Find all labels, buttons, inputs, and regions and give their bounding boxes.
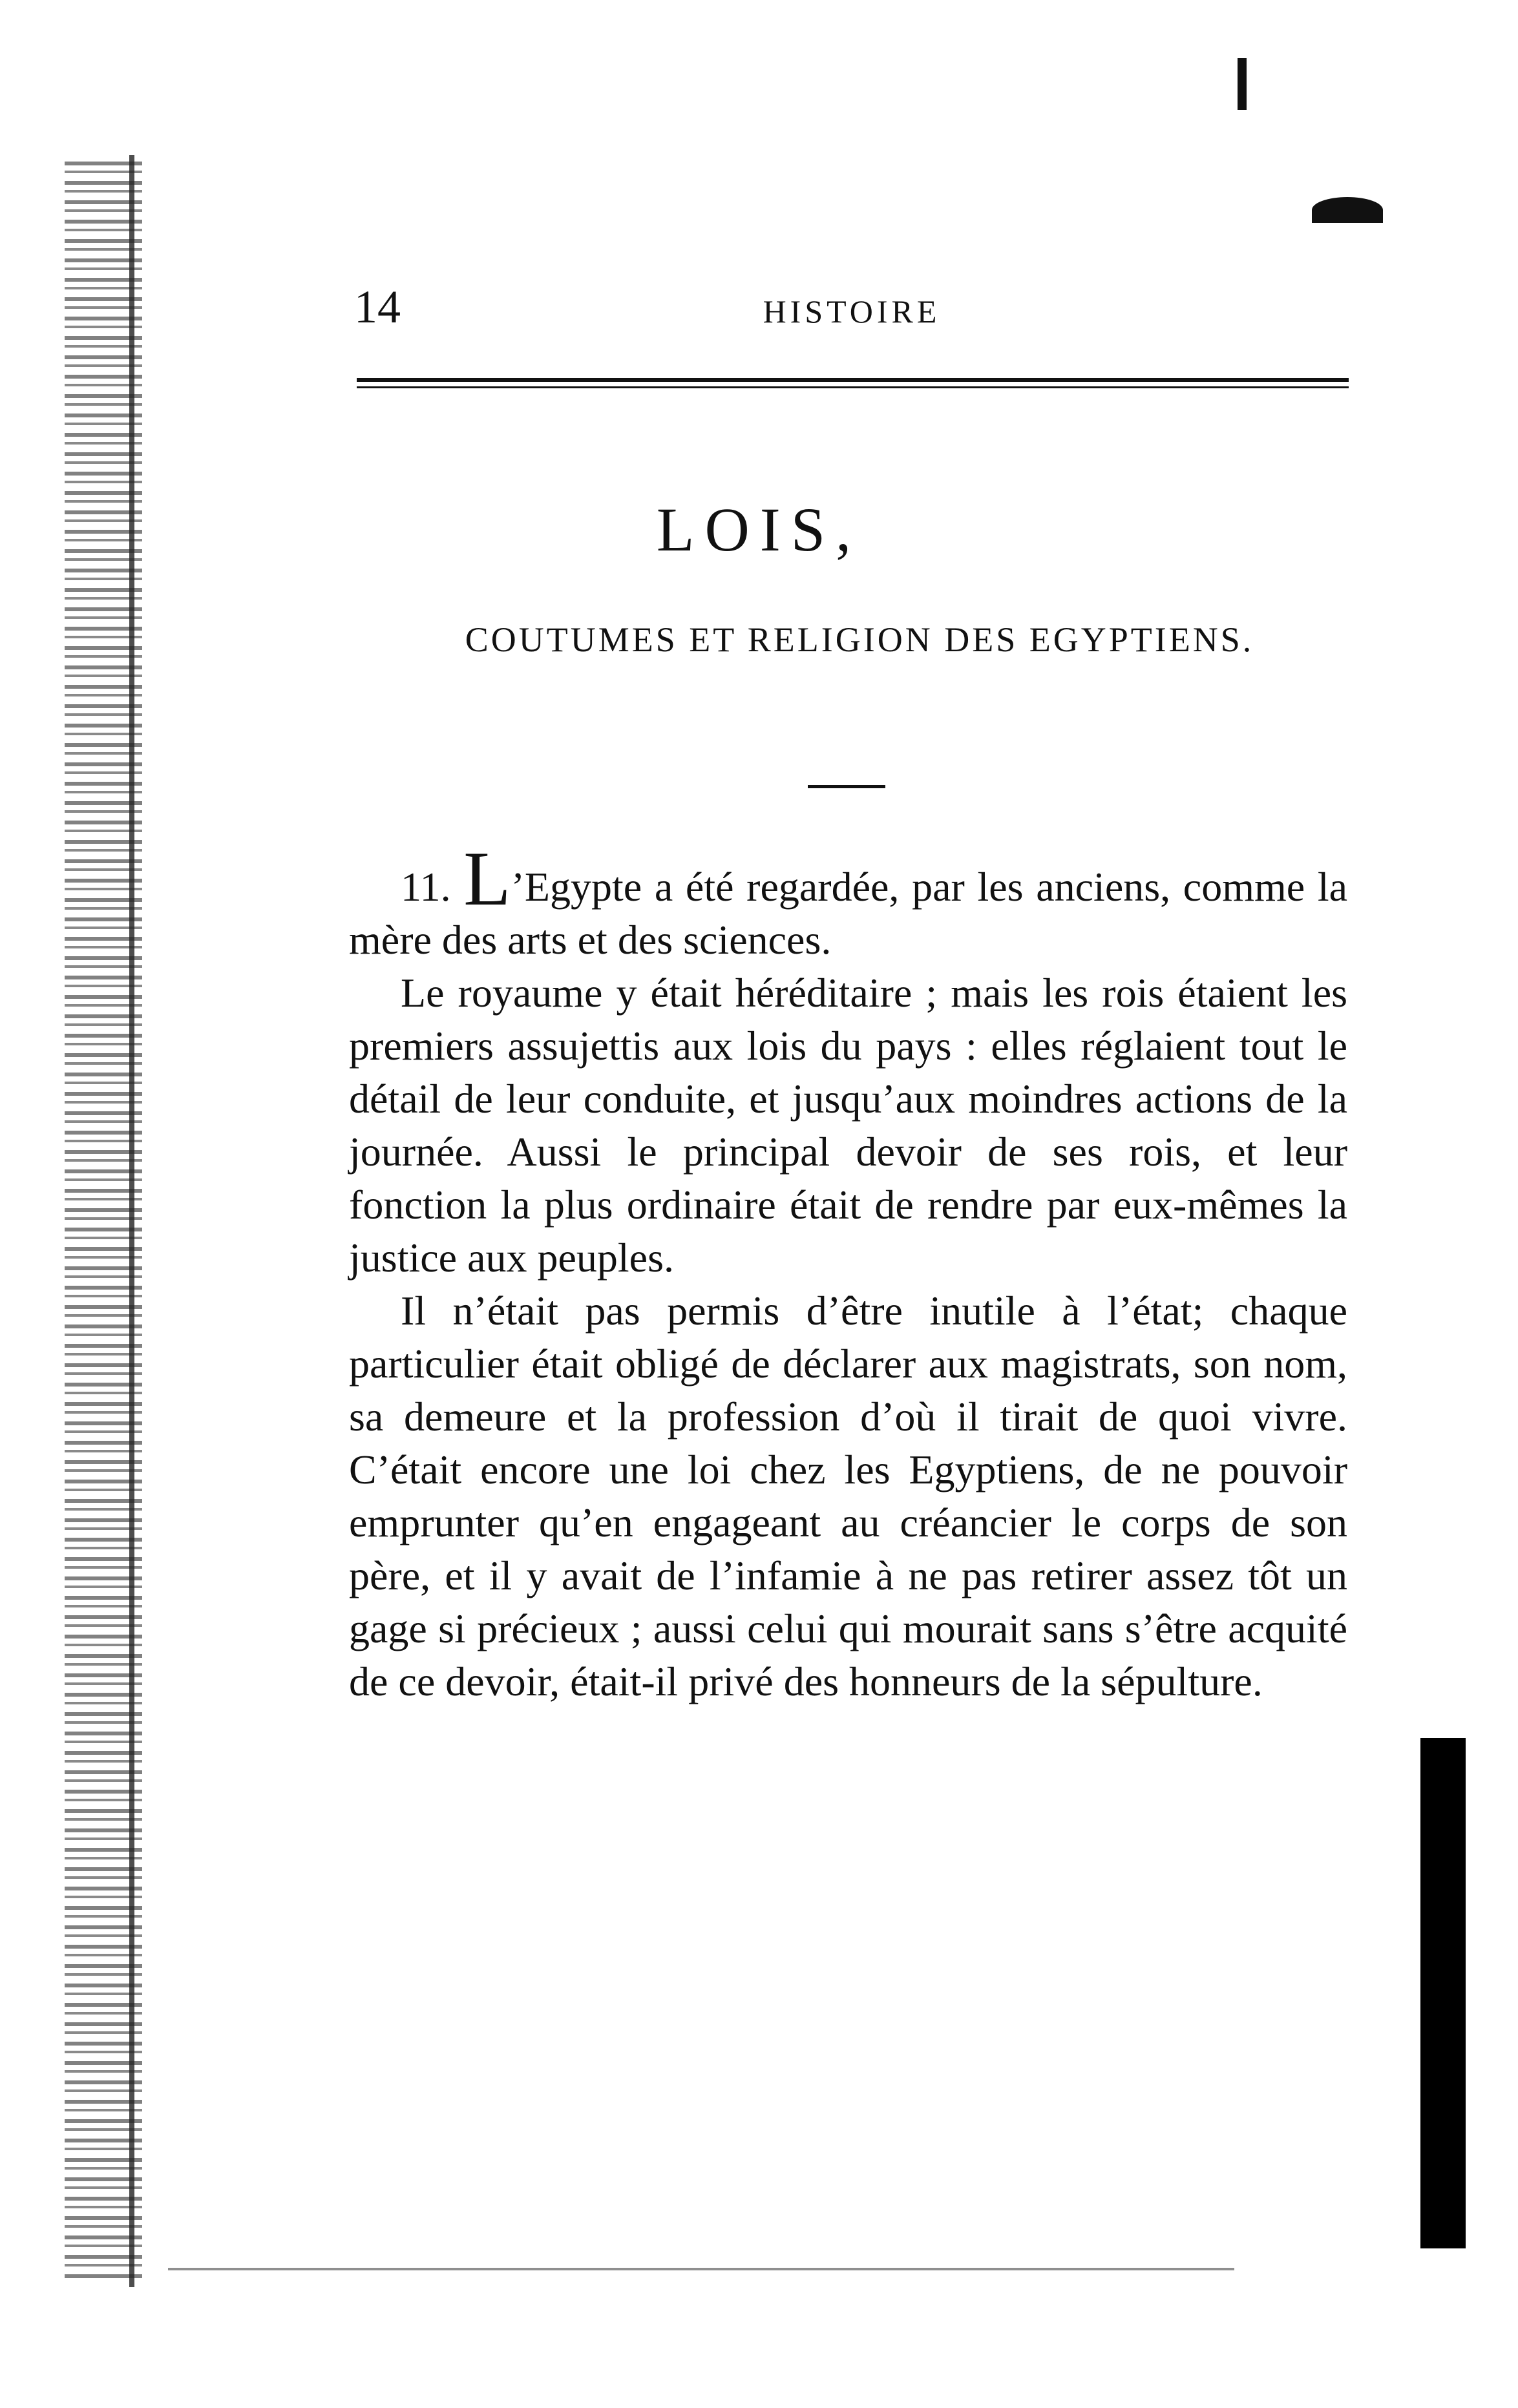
paragraph-3: Il n’était pas permis d’être inutile à l’état; chaque particulier était obligé de déclarer aux magistrats, son nom, sa demeure et la profession d’où il tirait de quoi vivre. C’était encore une loi chez les Egyptiens, de ne pouvoir emprunter qu’en engageant au créancier le corps de son père, et il y avait de l’infamie à ne pas retirer assez tôt un gage si précieux ; aussi celui qui mourait sans s’être acquité de ce devoir, était-il privé des honneurs de la sépulture. bbox=[349, 1288, 1347, 1704]
chapter-subtitle: COUTUMES ET RELIGION DES EGYPTIENS. bbox=[465, 620, 1254, 659]
chapter-title: LOIS, bbox=[656, 495, 862, 564]
paragraph-1-text: ’Egypte a été regardée, par les anciens, comme la mère des arts et des sciences. bbox=[349, 864, 1348, 963]
paragraph-number: 11. bbox=[401, 864, 451, 910]
body-text bbox=[349, 835, 1348, 1708]
section-divider bbox=[808, 785, 885, 788]
page-number: 14 bbox=[354, 281, 401, 333]
scan-mark-corner bbox=[1312, 197, 1383, 223]
binding-line bbox=[129, 155, 134, 2287]
drop-initial: L bbox=[463, 835, 511, 921]
page-header bbox=[354, 278, 1349, 336]
page-bottom-edge bbox=[168, 2268, 1234, 2270]
paragraph-2: Le royaume y était héréditaire ; mais les rois étaient les premiers assujettis aux lois du pays : elles réglaient tout le détail de leur conduite, et jusqu’aux moindres actions de la journée. Aussi le principal devoir de ses rois, et leur fonction la plus ordinaire était de rendre par eux-mêmes la justice aux peuples. bbox=[349, 970, 1347, 1281]
scan-edge-bar bbox=[1420, 1738, 1466, 2248]
scan-mark-top bbox=[1238, 58, 1247, 110]
header-rule bbox=[357, 378, 1349, 388]
running-head: HISTOIRE bbox=[763, 293, 941, 330]
paragraph-1 bbox=[349, 835, 1348, 967]
